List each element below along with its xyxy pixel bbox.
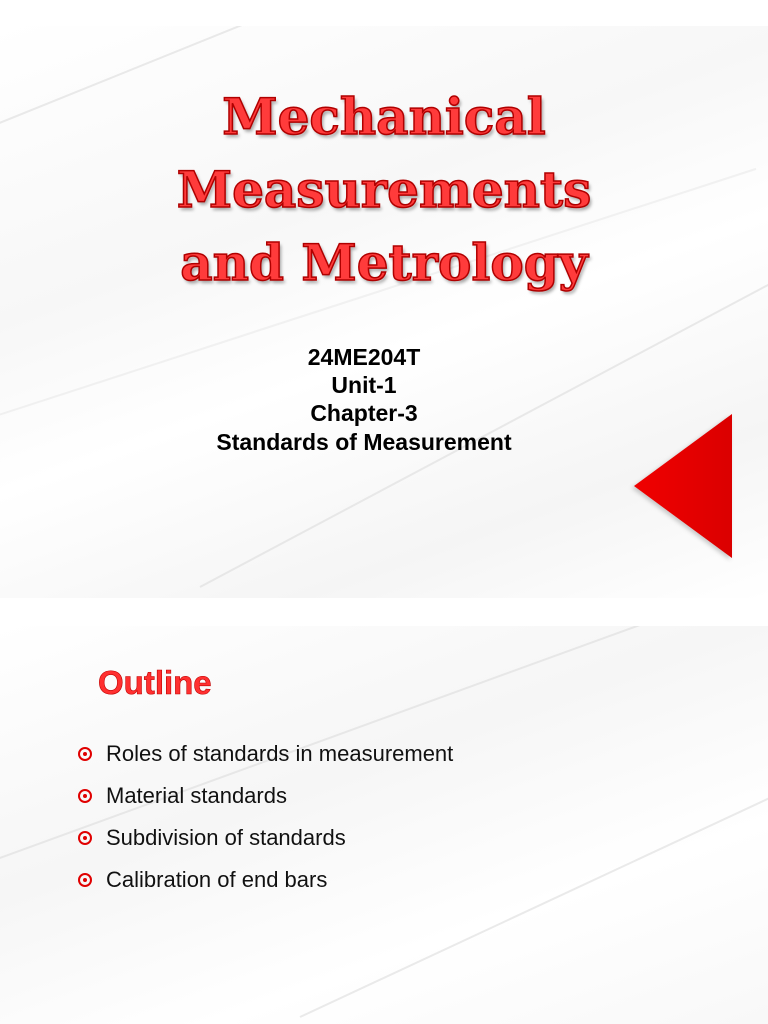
list-item — [78, 775, 453, 817]
course-code: 24ME204T — [307, 344, 421, 370]
circle-dot-icon — [78, 873, 92, 887]
list-item-text: Roles of standards in measurement — [106, 741, 454, 766]
circle-dot-icon — [78, 831, 92, 845]
title-slide — [0, 26, 768, 598]
slide-title-line-2: Measurements — [176, 160, 592, 219]
outline-list — [78, 733, 453, 901]
slide-title-line-3: and Metrology — [180, 233, 588, 292]
list-item-text: Subdivision of standards — [106, 825, 346, 850]
circle-dot-icon — [78, 789, 92, 803]
list-item-text: Material standards — [106, 783, 287, 808]
chapter-title: Standards of Measurement — [216, 429, 512, 455]
circle-dot-icon — [78, 747, 92, 761]
list-item — [78, 733, 453, 775]
slide-title-line-1: Mechanical — [222, 87, 546, 146]
outline-slide — [0, 626, 768, 1024]
list-item-text: Calibration of end bars — [106, 867, 328, 892]
outline-heading: Outline — [98, 664, 212, 701]
list-item — [78, 817, 453, 859]
chapter-label: Chapter-3 — [310, 400, 418, 426]
list-item — [78, 859, 453, 901]
unit-label: Unit-1 — [331, 372, 397, 398]
